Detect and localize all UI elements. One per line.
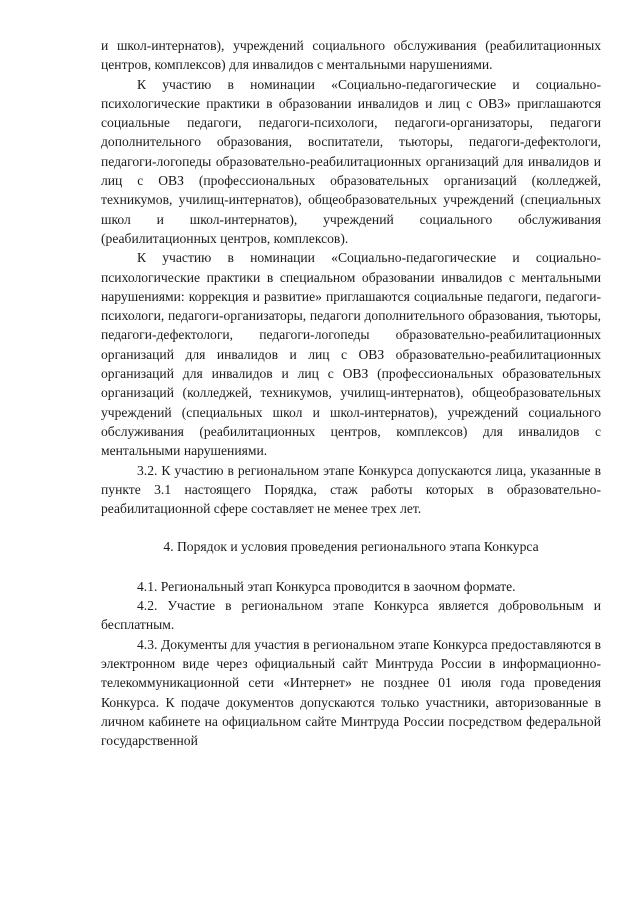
spacer: [101, 557, 601, 577]
section-heading: 4. Порядок и условия проведения регионального этапа Конкурса: [163, 539, 539, 555]
paragraph-nomination-education: К участию в номинации «Социально-педагогические и социально-психологические практики в образовании инвалидов и лиц с ОВЗ» приглашаются социальные педагоги, педагоги-психологи, педагоги-организаторы, педагоги дополнительного образования, воспитатели, тьюторы, педагоги-дефектологи, педагоги-логопеды образовательно-реабилитационных организаций для инвалидов и лиц с ОВЗ (профессиональных образовательных организаций (колледжей, техникумов, училищ-интернатов), общеобразовательных учреждений (специальных школ и школ-интернатов), учреждений социального обслуживания (реабилитационных центров, комплексов).: [101, 76, 601, 246]
paragraph-4-1: 4.1. Региональный этап Конкурса проводится в заочном формате.: [137, 578, 516, 594]
paragraph-4-3: 4.3. Документы для участия в региональном этапе Конкурса предоставляются в электронном виде через официальный сайт Минтруда России в информационно-телекоммуникационной сети «Интернет» не позднее 01 июля года проведения Конкурса. К подаче документов допускаются только участники, авторизованные в личном кабинете на официальном сайте Минтруда России посредством федеральной государственной: [101, 636, 601, 749]
spacer: [101, 518, 601, 537]
paragraph-3-2: 3.2. К участию в региональном этапе Конкурса допускаются лица, указанные в пункте 3.1 настоящего Порядка, стаж работы которых в образовательно-реабилитационной сфере составляет не менее трех лет.: [101, 462, 601, 517]
paragraph-nomination-mental: К участию в номинации «Социально-педагогические и социально-психологические практики в специальном образовании инвалидов с ментальными нарушениями: коррекция и развитие» приглашаются социальные педагоги, педагоги-психологи, педагоги-организаторы, педагоги дополнительного образования, тьюторы, педагоги-дефектологи, педагоги-логопеды образовательно-реабилитационных организаций для инвалидов и лиц с ОВЗ образовательно-реабилитационных организаций для инвалидов и лиц с ОВЗ (профессиональных образовательных организаций (колледжей, техникумов, училищ-интернатов), общеобразовательных учреждений (специальных школ и школ-интернатов), учреждений социального обслуживания (реабилитационных центров, комплексов) для инвалидов с ментальными нарушениями.: [101, 250, 601, 459]
document-page: [101, 36, 601, 750]
paragraph-4-2: 4.2. Участие в региональном этапе Конкурса является добровольным и бесплатным.: [101, 598, 601, 633]
paragraph-continuation: и школ-интернатов), учреждений социального обслуживания (реабилитационных центров, комплексов) для инвалидов с ментальными нарушениями.: [101, 38, 601, 73]
